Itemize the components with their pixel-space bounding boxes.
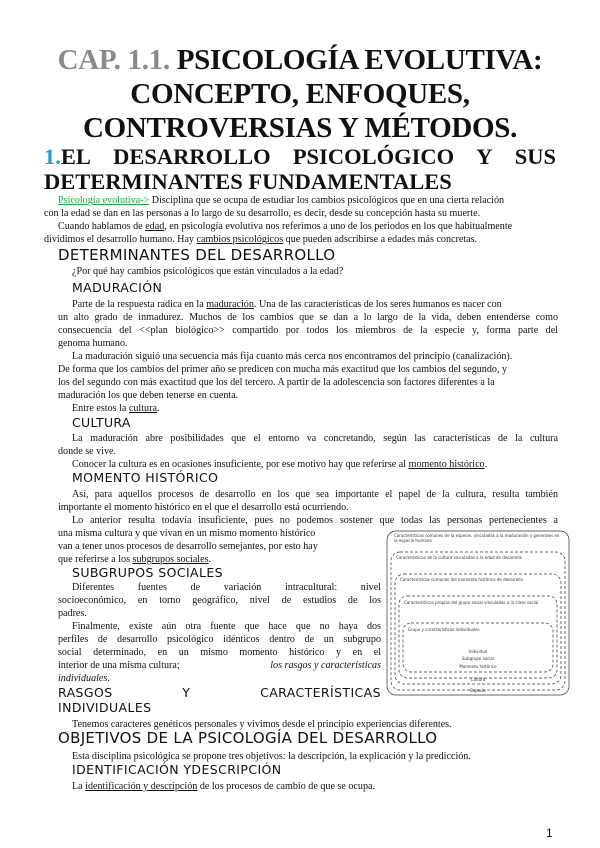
chapter-number: CAP. 1.1. [57,44,170,76]
subgrupos-line-5: perfiles de desarrollo psicológico idénticos dentro de un subgrupo [58,634,381,645]
cultura-line-3: Conocer la cultura es en ocasiones insuficiente, por ese motivo hay que referirse al momento histórico. [72,459,488,470]
section-heading-line2: DETERMINANTES FUNDAMENTALES [44,169,452,194]
maduracion-line-2: un alto grado de inmadurez. Muchos de los cambios que se dan a lo largo de la vida, deben entenderse como [58,312,558,323]
maduracion-line-3: consecuencia del <<plan biológico>> compartido por todos los miembros de la especie y, forma parte del [58,325,558,336]
momento-line-1: Así, para aquellos procesos de desarrollo en los que sea importante el papel de la cultura, resulta también [72,489,558,500]
intro-line-2: con la edad se dan en las personas a lo largo de su desarrollo, es decir, desde su concepción hasta su muerte. [44,208,481,219]
page-number: 1 [546,826,553,840]
section-heading [44,144,556,194]
maduracion-line-1: Parte de la respuesta radica en la maduración. Una de las características de los seres humanos es nacer con [72,299,502,310]
diagram-label-momento: Momento histórico [459,664,497,669]
maduracion-line-9: Entre estos la cultura. [72,403,160,414]
rasgos-heading-line2: INDIVIDUALES [58,700,152,715]
development-layers-diagram [386,530,570,696]
intro-line-4: dividimos el desarrollo humano. Hay cambios psicológicos que pueden adscribirse a edades más concretas. [44,234,478,245]
section-heading-word: SUS [514,144,556,169]
identificacion-heading: IDENTIFICACIÓN YDESCRIPCIÓN [72,762,282,777]
diagram-label-subgrupo: Subgrupo social [462,656,494,661]
section-heading-word: PSICOLÓGICO [292,144,455,169]
determinantes-question: ¿Por qué hay cambios psicológicos que están vinculados a la edad? [72,266,344,277]
rasgos-line-1: Tenemos caracteres genéticos personales y vivimos desde el principio experiencias diferentes. [72,719,452,730]
momento-line-6: que referirse a los subgrupos sociales. [58,554,212,565]
subgrupos-heading: SUBGRUPOS SOCIALES [72,565,223,580]
subgrupos-line-2: socioeconómico, en torno geográfico, nivel de estudios de los [58,595,381,606]
maduracion-heading: MADURACIÓN [72,280,163,295]
section-heading-line1 [44,144,556,169]
momento-line-2: importante el momento histórico en el que el desarrollo está ocurriendo. [58,502,349,513]
section-number: 1. [44,144,61,169]
chapter-title-text-1: PSICOLOGÍA EVOLUTIVA: [176,44,543,76]
diagram-box-individuo: Grupo y características individuales [408,627,480,632]
psicologia-evolutiva-link[interactable]: Psicología evolutiva-> [58,195,150,206]
diagram-label-cultura: Cultura [470,677,486,682]
intro-line-3: Cuando hablamos de edad, en psicología evolutiva nos referimos a uno de los periodos en los que habitualmente [58,221,513,232]
diagram-box-momento: Características comunes del momento histórico de desarrollo [400,577,523,582]
momento-line-5: van a tener unos procesos de desarrollo semejantes, por esto hay [58,541,318,552]
momento-heading: MOMENTO HISTÓRICO [72,470,219,485]
section-heading-word: DESARROLLO [113,144,271,169]
cultura-heading: CULTURA [72,415,131,430]
diagram-label-individuo: Individuo [468,649,488,654]
chapter-title-line1 [30,44,570,76]
section-heading-word: Y [476,144,493,169]
maduracion-line-6: De forma que los cambios del primer año se predicen con mucha más exactitud que los cambios del segundo, y [58,364,508,375]
objetivos-heading: OBJETIVOS DE LA PSICOLOGÍA DEL DESARROLLO [58,729,438,747]
section-heading-word: 1.EL [44,144,91,169]
identificacion-line-1: La identificación y descripción de los procesos de cambio de que se ocupa. [72,781,376,792]
chapter-title-line2: CONCEPTO, ENFOQUES, [130,78,470,110]
cultura-line-1: La maduración abre posibilidades que el entorno va concretando, según las características de la cultura [72,433,558,444]
chapter-title-line3: CONTROVERSIAS Y MÉTODOS. [82,112,518,144]
subgrupos-line-3: padres. [58,608,87,619]
maduracion-line-8: maduración los que deben tenerse en cuenta. [58,390,239,401]
intro-line-1: Psicología evolutiva-> Disciplina que se ocupa de estudiar los cambios psicológicos que en una cierta relación [58,195,505,206]
rasgos-heading-line1: RASGOS Y CARACTERÍSTICAS [58,685,381,700]
diagram-box-subgrupo: Características propias del grupo social vinculadas a la clase social [404,600,539,605]
maduracion-line-5: La maduración siguió una secuencia más fija cuanto más cerca nos encontramos del principio (canalización). [72,351,513,362]
subgrupos-line-1: Diferentes fuentes de variación intracultural: nivel [72,582,381,593]
momento-line-4: una misma cultura y que vivan en un mismo momento histórico [58,528,316,539]
diagram-box-especie: Características comunes de la especie, vinculadas a la maduración y generales en la especie humana [394,533,560,543]
diagram-box-cultura: Características de la cultura vinculadas a la edad de desarrollo [396,555,523,560]
momento-line-3: Lo anterior resulta todavía insuficiente, pues no podemos sostener que todas las personas pertenecientes a [72,515,558,526]
objetivos-line-1: Esta disciplina psicológica se propone tres objetivos: la descripción, la explicación y la predicción. [72,751,471,762]
diagram-label-especie: Especie [470,688,486,693]
subgrupos-line-6: social determinado, en un mismo momento histórico y en el [58,647,381,658]
subgrupos-line-4: Finalmente, existe aún otra fuente que hace que no haya dos [72,621,381,632]
determinantes-heading: DETERMINANTES DEL DESARROLLO [58,246,336,264]
subgrupos-line-8: individuales. [58,673,110,684]
subgrupos-line-7: interior de una misma cultura; los rasgos y características [58,660,381,671]
layer-cultura [391,552,565,690]
cultura-line-2: donde se vive. [58,446,117,457]
maduracion-line-4: genoma humano. [58,338,128,349]
maduracion-line-7: los del segundo con más exactitud que los del tercero. A partir de la adolescencia son factores diferentes a la [58,377,495,388]
